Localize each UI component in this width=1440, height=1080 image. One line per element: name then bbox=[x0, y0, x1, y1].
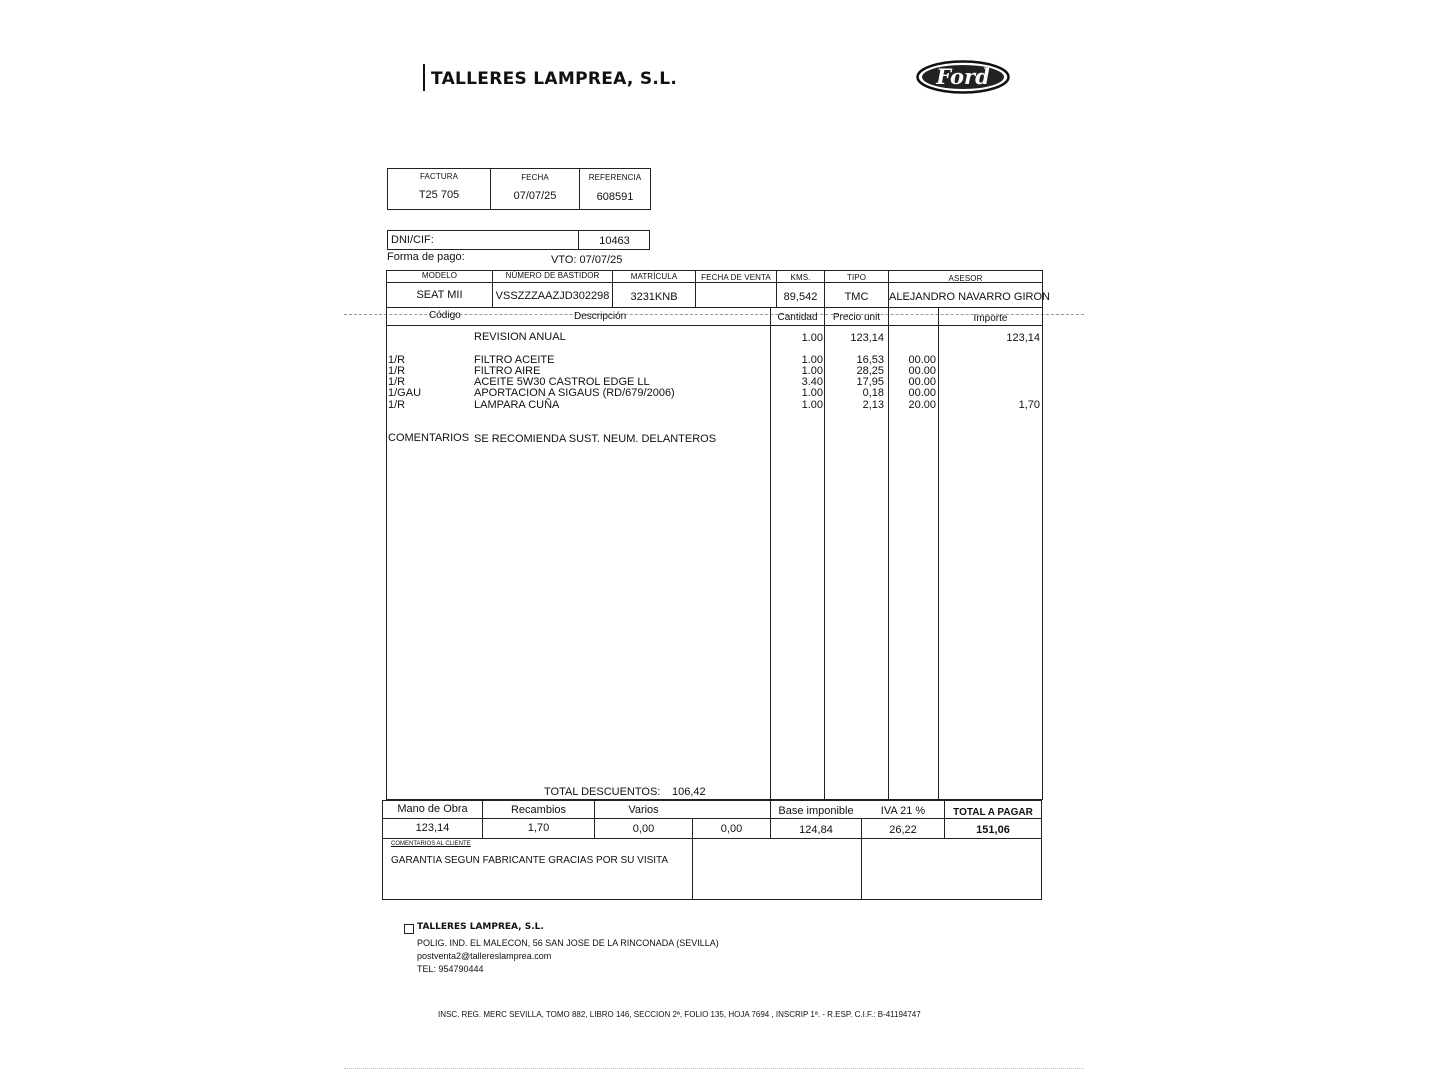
line-quantity: 1.00 bbox=[801, 365, 823, 377]
footer-registry: INSC. REG. MERC SEVILLA, TOMO 882, LIBRO 146, SECCION 2ª, FOLIO 135, HOJA 7694 , INSCRIP 1ª. - R.ESP. C.I.F.: B-41194747 bbox=[438, 1010, 921, 1019]
varios-label: Varios bbox=[628, 804, 659, 816]
base-imponible-label: Base imponible bbox=[778, 805, 854, 817]
mano-obra-value: 123,14 bbox=[415, 822, 450, 834]
client-comments-text: GARANTIA SEGUN FABRICANTE GRACIAS POR SU VISITA bbox=[391, 855, 669, 866]
line-description: FILTRO AIRE bbox=[474, 365, 541, 377]
vehicle-header-kms: KMS. bbox=[790, 273, 811, 282]
vto-date: VTO: 07/07/25 bbox=[551, 254, 623, 266]
factura-value: T25 705 bbox=[418, 189, 460, 201]
dni-value: 10463 bbox=[599, 235, 630, 247]
col-header-cantidad: Cantidad bbox=[777, 312, 818, 323]
line-unit-price: 2,13 bbox=[862, 399, 884, 411]
ford-logo bbox=[916, 60, 1010, 94]
line-amount: 123,14 bbox=[1006, 332, 1040, 344]
vehicle-header-tipo: TIPO bbox=[846, 273, 867, 282]
iva-label: IVA 21 % bbox=[880, 805, 926, 817]
fecha-label: FECHA bbox=[521, 173, 549, 182]
line-code: 1/GAU bbox=[388, 387, 422, 399]
factura-label: FACTURA bbox=[419, 172, 459, 181]
line-quantity: 1.00 bbox=[801, 354, 823, 366]
line-code: 1/R bbox=[388, 354, 406, 366]
footer-tel: TEL: 954790444 bbox=[417, 964, 484, 974]
comments-text: SE RECOMIENDA SUST. NEUM. DELANTEROS bbox=[474, 433, 717, 445]
vehicle-matricula: 3231KNB bbox=[630, 291, 678, 303]
ford-logo-text: Ford bbox=[936, 64, 990, 89]
vehicle-header-fecha-venta: FECHA DE VENTA bbox=[701, 273, 771, 282]
line-discount: 20.00 bbox=[908, 399, 936, 411]
line-quantity: 1.00 bbox=[801, 387, 823, 399]
line-description: REVISION ANUAL bbox=[474, 331, 566, 343]
footer-email: postventa2@tallereslamprea.com bbox=[417, 951, 552, 961]
company-name: TALLERES LAMPREA, S.L. bbox=[431, 69, 678, 89]
line-description: LAMPARA CUÑA bbox=[474, 399, 560, 411]
forma-pago-label: Forma de pago: bbox=[387, 251, 465, 263]
vehicle-asesor: ALEJANDRO NAVARRO GIRON bbox=[889, 291, 1050, 303]
line-description: APORTACION A SIGAUS (RD/679/2006) bbox=[474, 387, 675, 399]
vehicle-tipo: TMC bbox=[844, 291, 869, 303]
footer-address: POLIG. IND. EL MALECON, 56 SAN JOSE DE LA RINCONADA (SEVILLA) bbox=[417, 938, 719, 948]
line-quantity: 3.40 bbox=[801, 376, 823, 388]
referencia-value: 608591 bbox=[596, 191, 634, 203]
varios-value: 0,00 bbox=[632, 823, 655, 835]
footer-company-name: TALLERES LAMPREA, S.L. bbox=[417, 922, 544, 932]
line-unit-price: 123,14 bbox=[850, 332, 884, 344]
line-discount: 00.00 bbox=[908, 387, 936, 399]
col-header-descripcion: Descripción bbox=[574, 311, 627, 322]
bottom-scan-line bbox=[344, 1068, 1084, 1069]
line-quantity: 1.00 bbox=[801, 332, 823, 344]
col-header-importe: Importe bbox=[973, 313, 1008, 324]
total-a-pagar-value: 151,06 bbox=[976, 824, 1010, 836]
line-discount: 00.00 bbox=[908, 376, 936, 388]
recambios-value: 1,70 bbox=[527, 822, 550, 834]
col-header-codigo: Código bbox=[429, 310, 461, 321]
vehicle-header-bastidor: NÚMERO DE BASTIDOR bbox=[505, 271, 600, 280]
line-quantity: 1.00 bbox=[801, 399, 823, 411]
line-discount: 00.00 bbox=[908, 354, 936, 366]
line-unit-price: 0,18 bbox=[862, 387, 884, 399]
line-code: 1/R bbox=[388, 365, 406, 377]
line-code: 1/R bbox=[388, 376, 406, 388]
vehicle-bastidor: VSSZZZAAZJD302298 bbox=[495, 290, 610, 302]
dni-label: DNI/CIF: bbox=[391, 234, 434, 246]
line-unit-price: 17,95 bbox=[856, 376, 884, 388]
vehicle-header-matricula: MATRÍCULA bbox=[630, 272, 678, 281]
line-unit-price: 28,25 bbox=[856, 365, 884, 377]
recambios-label: Recambios bbox=[510, 804, 567, 816]
vehicle-kms: 89,542 bbox=[783, 291, 818, 303]
line-amount: 1,70 bbox=[1018, 399, 1040, 411]
iva-value: 26,22 bbox=[889, 824, 917, 836]
total-descuentos-label: TOTAL DESCUENTOS: bbox=[544, 786, 661, 798]
vehicle-header-asesor: ASESOR bbox=[948, 274, 983, 283]
line-unit-price: 16,53 bbox=[856, 354, 884, 366]
total-a-pagar-label: TOTAL A PAGAR bbox=[953, 807, 1033, 818]
fecha-value: 07/07/25 bbox=[513, 190, 557, 202]
vehicle-header-modelo: MODELO bbox=[421, 271, 458, 280]
line-description: FILTRO ACEITE bbox=[474, 354, 555, 366]
line-discount: 00.00 bbox=[908, 365, 936, 377]
total-descuentos-value: 106,42 bbox=[672, 786, 706, 798]
comments-label: COMENTARIOS bbox=[388, 432, 470, 444]
line-code: 1/R bbox=[388, 399, 406, 411]
col-header-precio: Precio unit bbox=[832, 312, 881, 323]
vehicle-modelo: SEAT MII bbox=[416, 289, 463, 301]
referencia-label: REFERENCIA bbox=[588, 173, 642, 182]
base-imponible-value: 124,84 bbox=[799, 824, 833, 836]
extra-value: 0,00 bbox=[720, 823, 743, 835]
checkbox-icon bbox=[404, 924, 414, 934]
header-bar bbox=[423, 64, 425, 91]
mano-obra-label: Mano de Obra bbox=[397, 803, 468, 815]
line-description: ACEITE 5W30 CASTROL EDGE LL bbox=[474, 376, 650, 388]
client-comments-label: COMENTARIOS AL CLIENTE bbox=[391, 841, 471, 847]
